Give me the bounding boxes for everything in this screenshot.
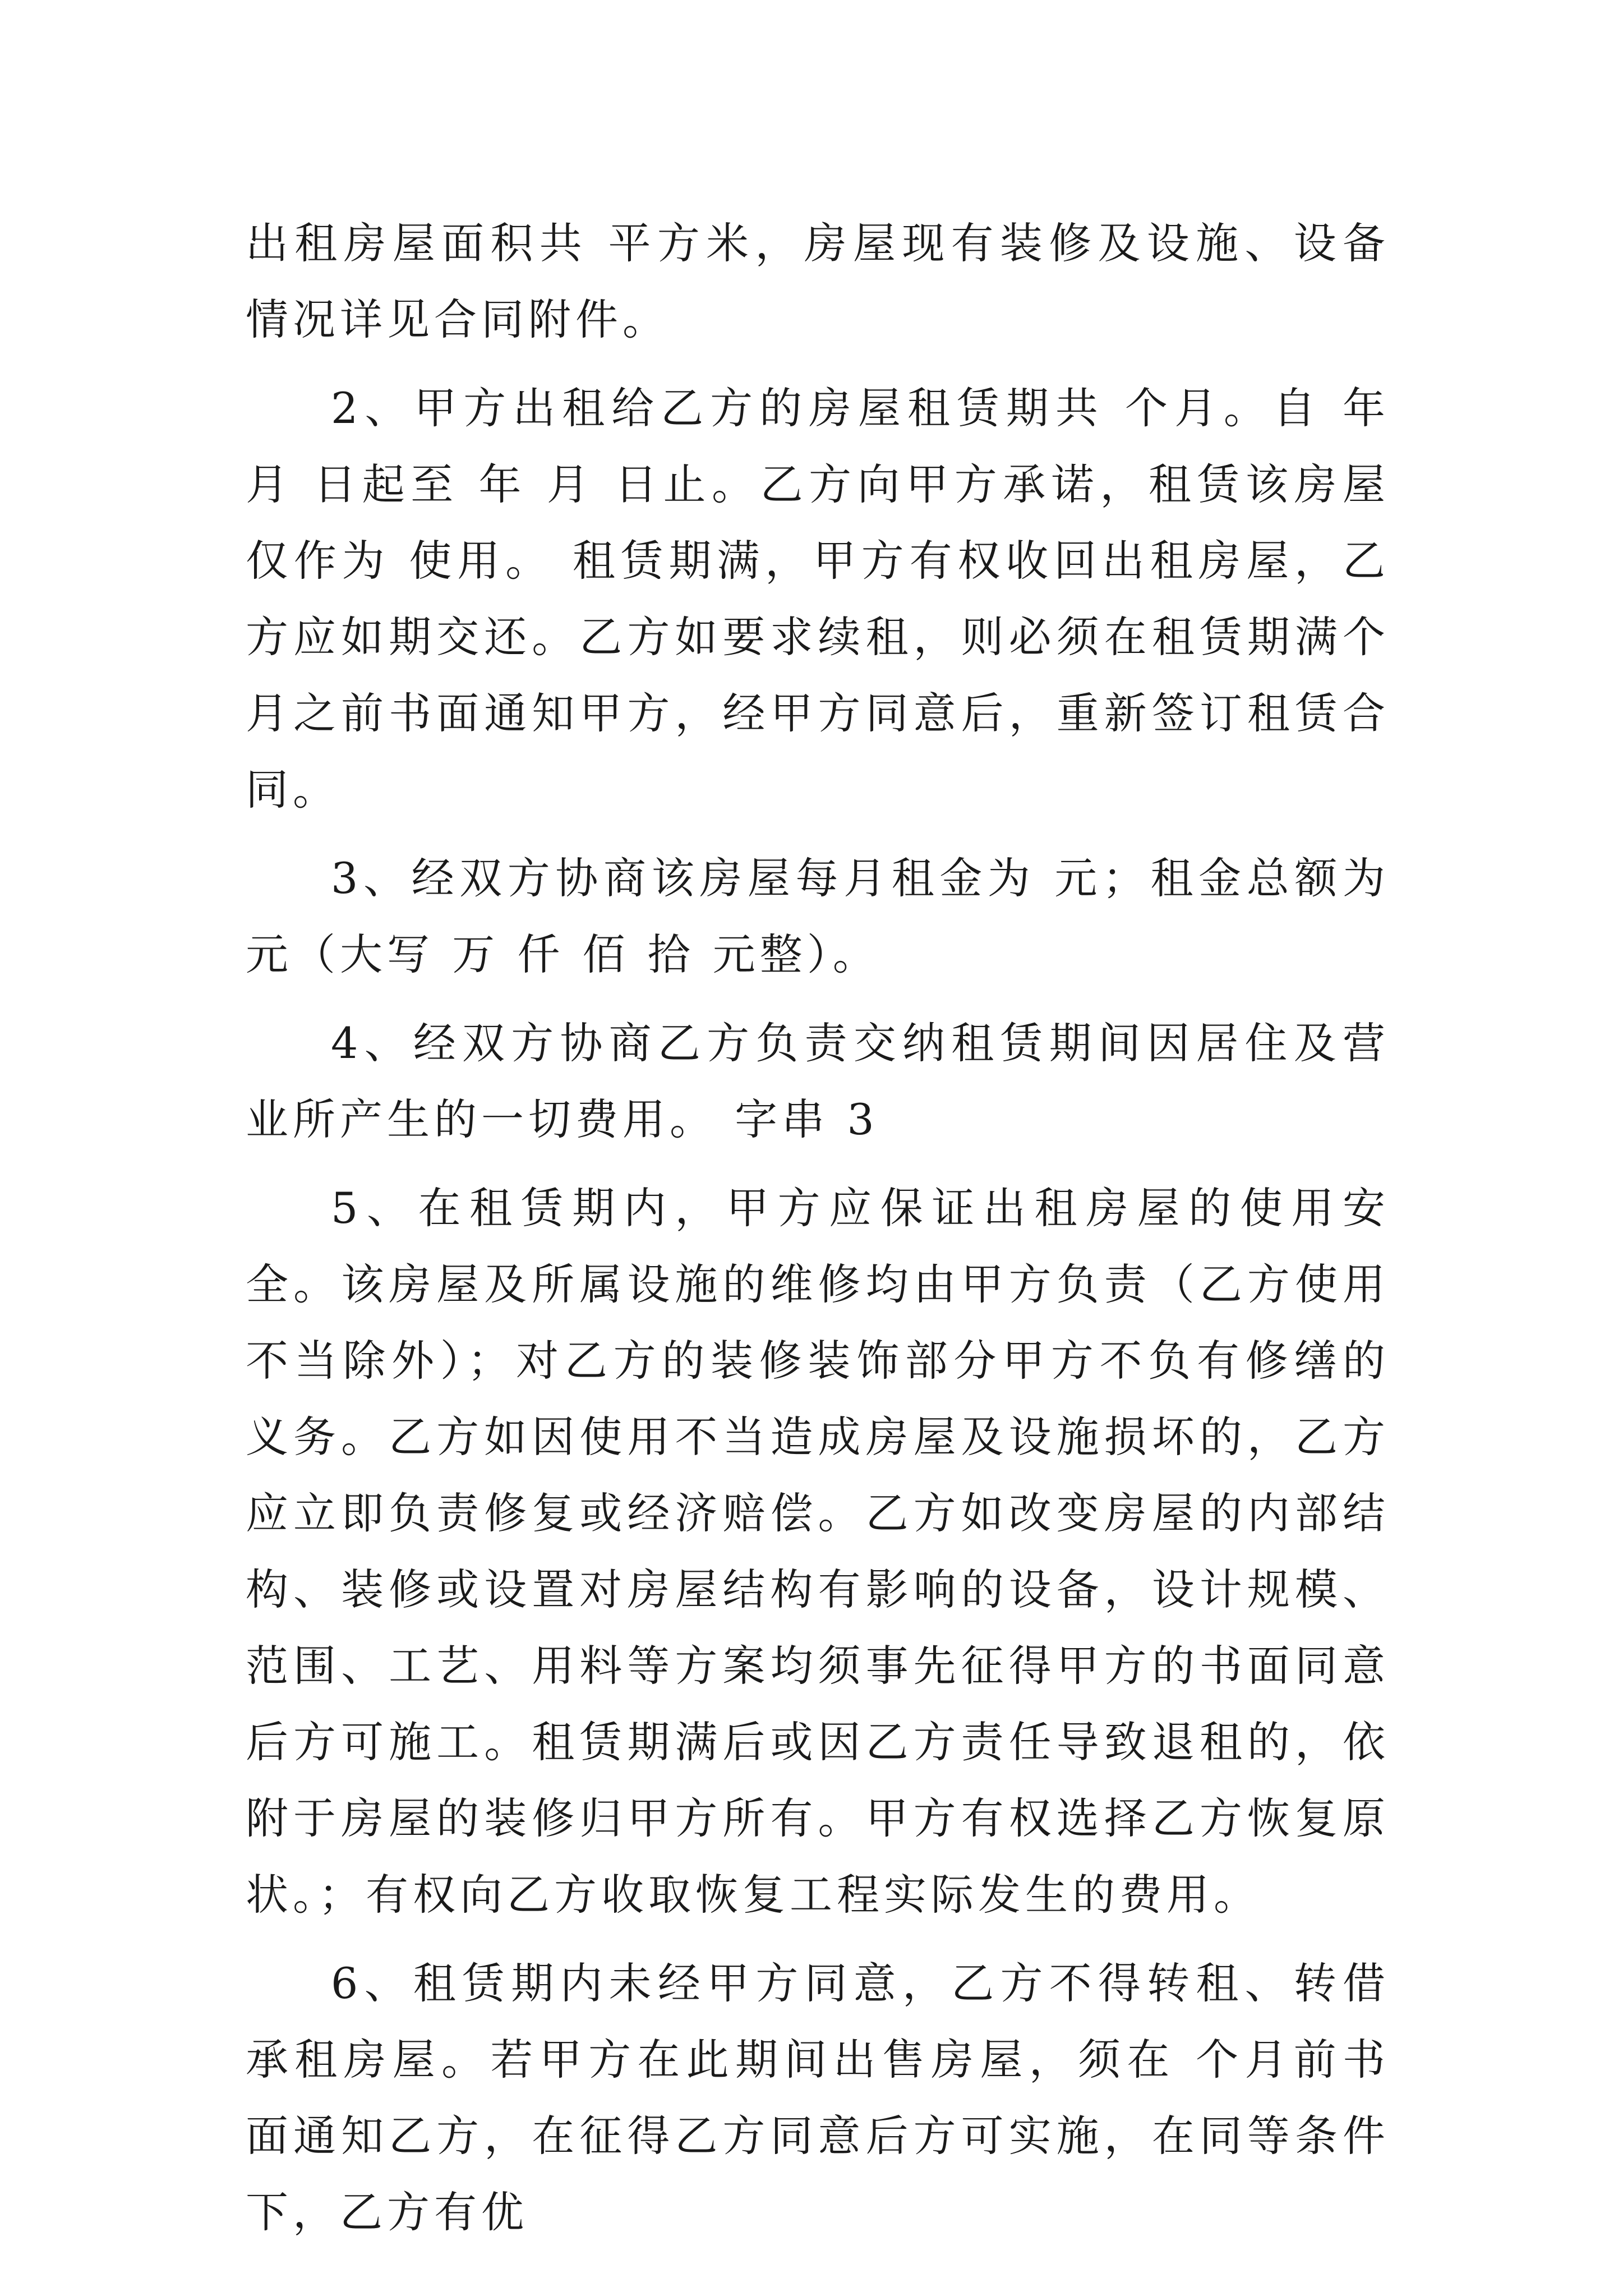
paragraph-clause-5: 5、在租赁期内，甲方应保证出租房屋的使用安全。该房屋及所属设施的维修均由甲方负责（乙方使用不当除外）；对乙方的装修装饰部分甲方不负有修缮的义务。乙方如因使用不当造成房屋及设施损坏的，乙方应立即负责修复或经济赔偿。乙方如改变房屋的内部结构、装修或设置对房屋结构有影响的设备，设计规模、范围、工艺、用料等方案均须事先征得甲方的书面同意后方可施工。租赁期满后或因乙方责任导致退租的，依附于房屋的装修归甲方所有。甲方有权选择乙方恢复原状。；有权向乙方收取恢复工程实际发生的费用。 bbox=[246, 1183, 1390, 1920]
paragraph-clause-3: 3、经双方协商该房屋每月租金为 元；租金总额为 元（大写 万 仟 佰 拾 元整）。 bbox=[246, 853, 1390, 979]
document-body bbox=[246, 205, 1390, 2251]
paragraph-clause-2: 2、甲方出租给乙方的房屋租赁期共 个月。自 年 月 日起至 年 月 日止。乙方向甲方承诺，租赁该房屋仅作为 使用。 租赁期满，甲方有权收回出租房屋，乙方应如期交还。乙方如要求续租，则必须在租赁期满个月之前书面通知甲方，经甲方同意后，重新签订租赁合同。 bbox=[246, 383, 1390, 815]
paragraph-clause-4: 4、经双方协商乙方负责交纳租赁期间因居住及营业所产生的一切费用。 字串 3 bbox=[246, 1018, 1390, 1144]
paragraph-1-continuation: 出租房屋面积共 平方米，房屋现有装修及设施、设备情况详见合同附件。 bbox=[246, 218, 1390, 344]
paragraph-clause-6: 6、租赁期内未经甲方同意，乙方不得转租、转借承租房屋。若甲方在此期间出售房屋，须在 个月前书面通知乙方，在征得乙方同意后方可实施，在同等条件下，乙方有优 bbox=[246, 1958, 1390, 2237]
